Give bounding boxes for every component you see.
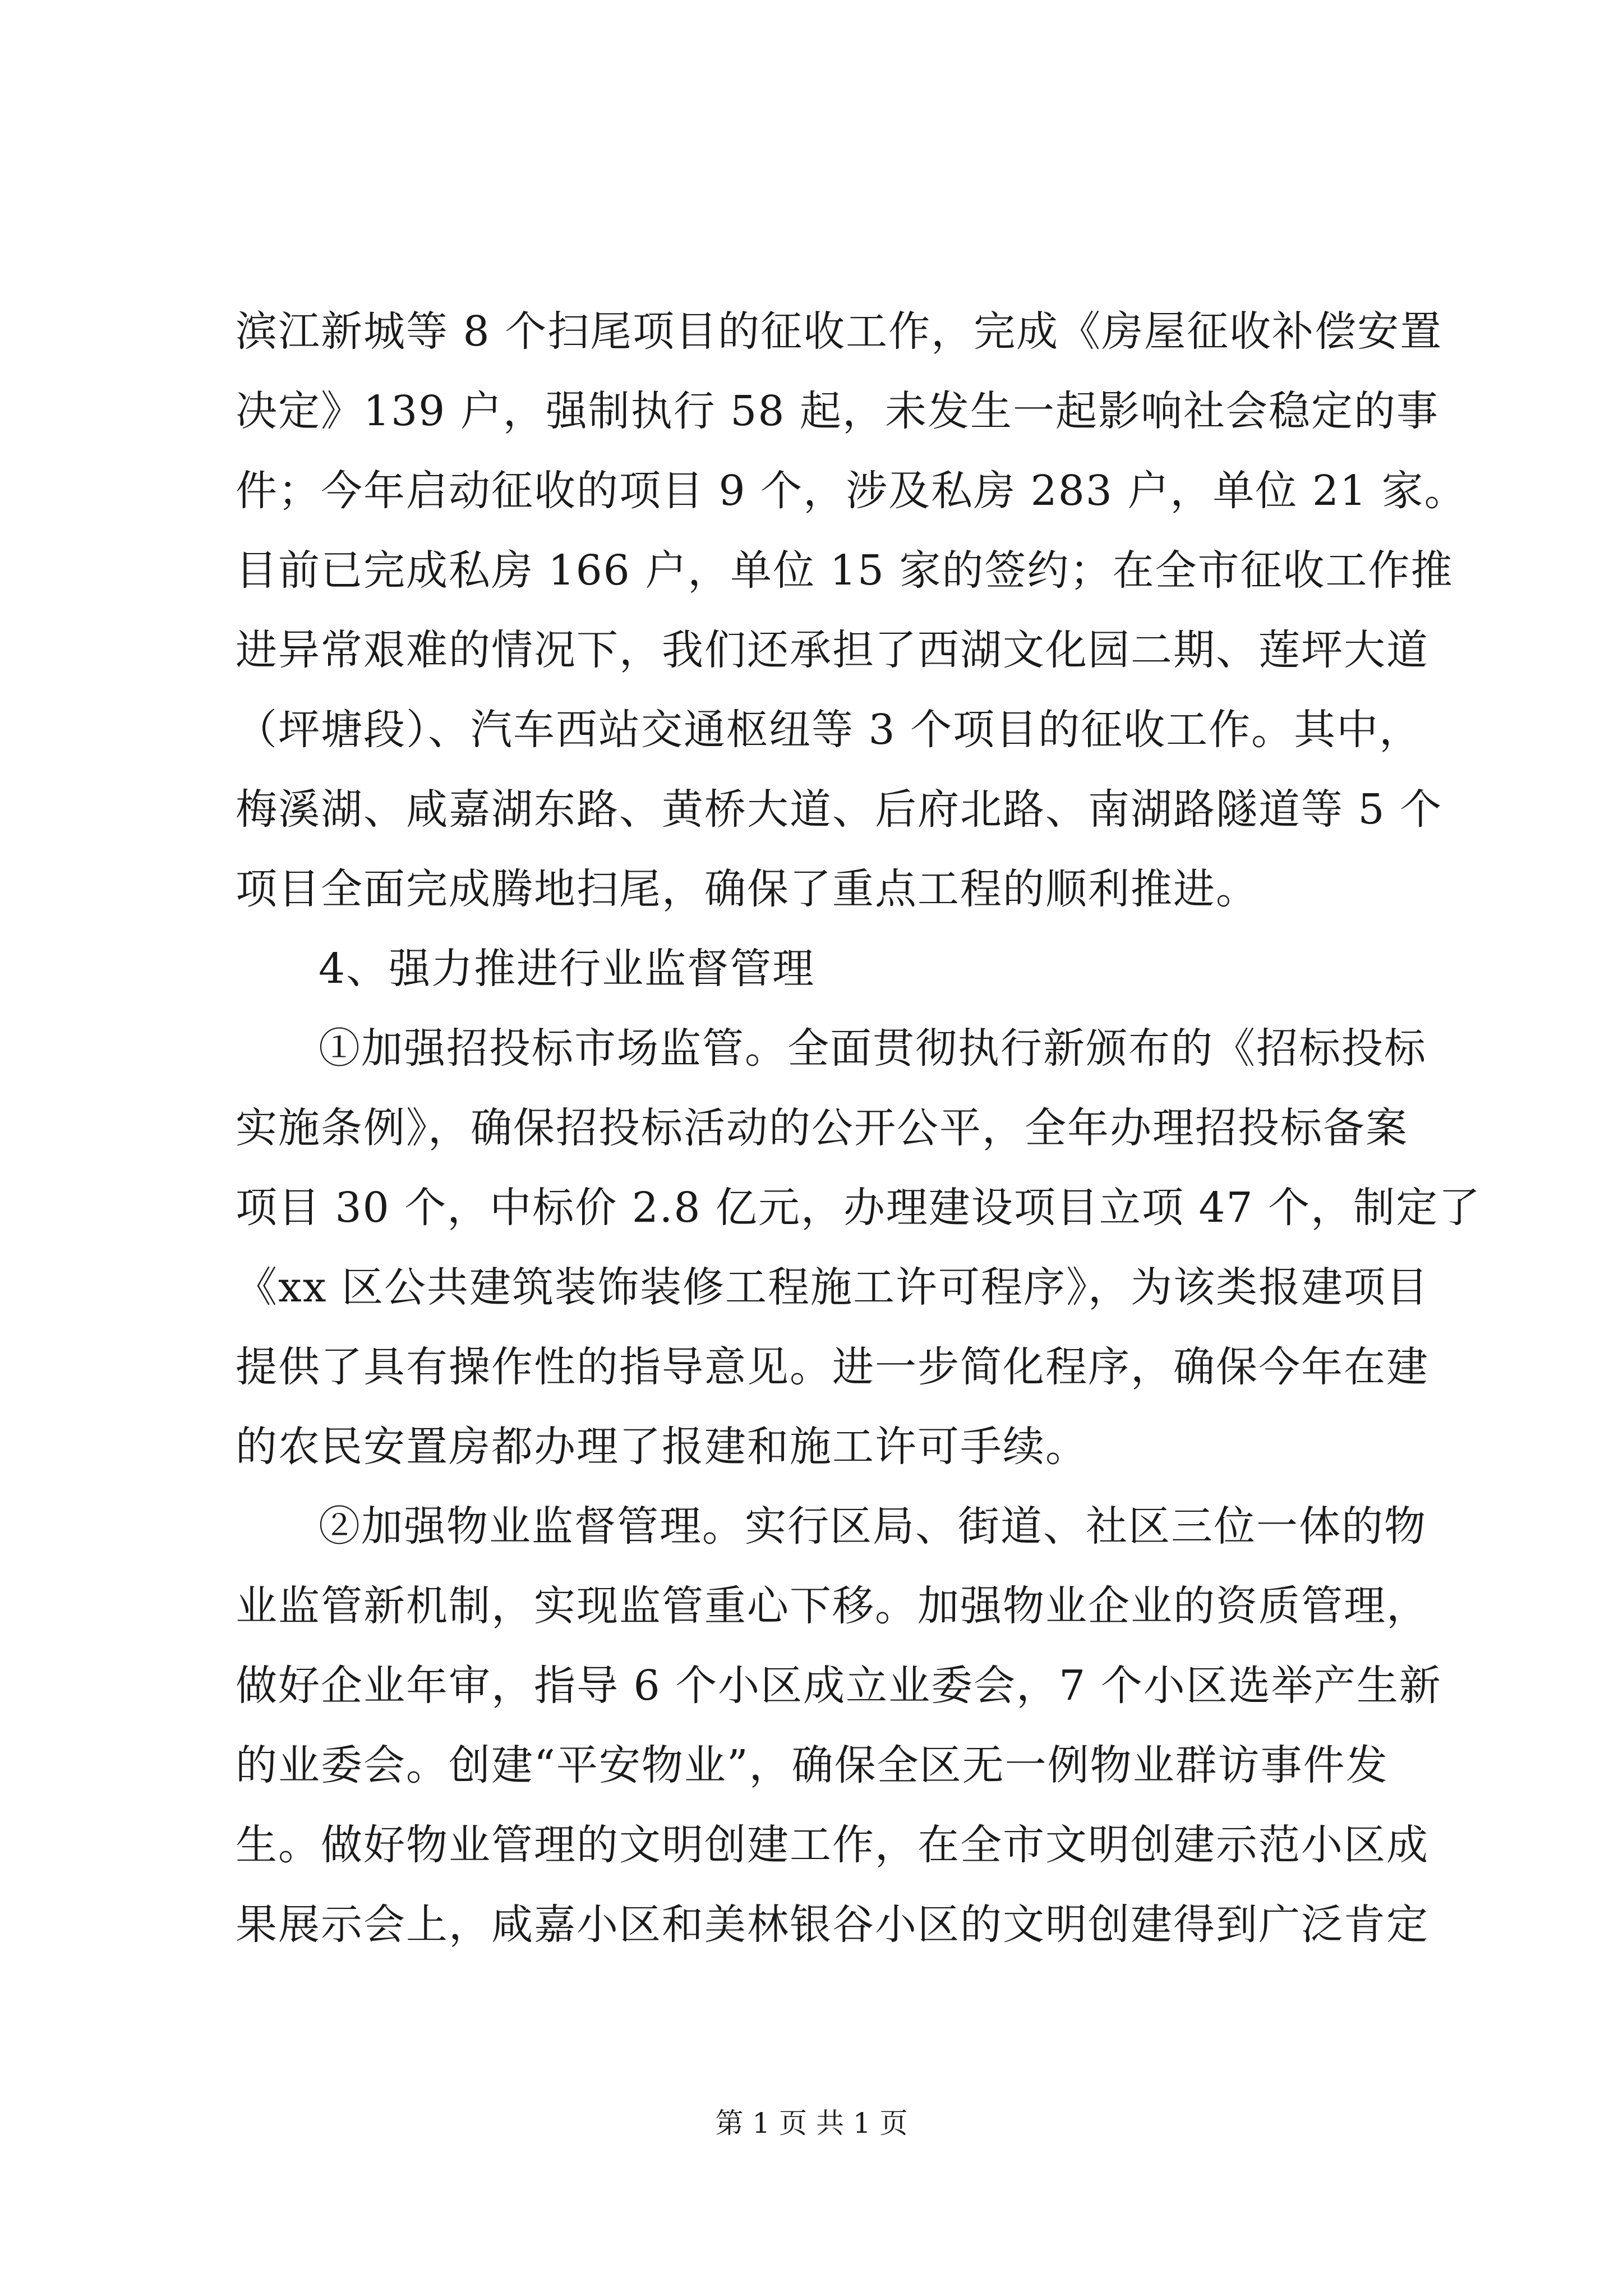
text-line: 项目全面完成腾地扫尾，确保了重点工程的顺利推进。	[236, 865, 1258, 913]
text-line: 生。做好物业管理的文明创建工作，在全市文明创建示范小区成	[236, 1821, 1429, 1869]
text-line: 决定》139 户，强制执行 58 起，未发生一起影响社会稳定的事	[236, 387, 1439, 435]
text-line: ②加强物业监督管理。实行区局、街道、社区三位一体的物	[319, 1502, 1427, 1550]
text-line: 目前已完成私房 166 户，单位 15 家的签约；在全市征收工作推	[236, 546, 1454, 595]
text-line: 做好企业年审，指导 6 个小区成立业委会，7 个小区选举产生新	[236, 1662, 1442, 1710]
text-line: 业监管新机制，实现监管重心下移。加强物业企业的资质管理，	[236, 1582, 1429, 1630]
text-line: 进异常艰难的情况下，我们还承担了西湖文化园二期、莲坪大道	[236, 626, 1429, 674]
text-line: 实施条例》，确保招投标活动的公开公平，全年办理招投标备案	[236, 1104, 1408, 1152]
text-line: 梅溪湖、咸嘉湖东路、黄桥大道、后府北路、南湖路隧道等 5 个	[236, 785, 1443, 834]
text-line: ①加强招投标市场监管。全面贯彻执行新颁布的《招标投标	[319, 1024, 1427, 1073]
text-line: 滨江新城等 8 个扫尾项目的征收工作，完成《房屋征收补偿安置	[236, 307, 1443, 356]
text-line: 提供了具有操作性的指导意见。进一步简化程序，确保今年在建	[236, 1343, 1429, 1391]
text-line: 的业委会。创建“平安物业”，确保全区无一例物业群访事件发	[236, 1741, 1389, 1789]
text-line: （坪塘段）、汽车西站交通枢纽等 3 个项目的征收工作。其中，	[236, 706, 1422, 754]
page-number-footer: 第 1 页 共 1 页	[715, 2107, 908, 2139]
text-line: 的农民安置房都办理了报建和施工许可手续。	[236, 1423, 1088, 1471]
text-line: 果展示会上，咸嘉小区和美林银谷小区的文明创建得到广泛肯定	[236, 1901, 1429, 1949]
section-heading: 4、强力推进行业监督管理	[319, 945, 815, 993]
text-line: 项目 30 个，中标价 2.8 亿元，办理建设项目立项 47 个，制定了	[236, 1184, 1482, 1232]
document-body	[236, 292, 1482, 1964]
text-line: 《xx 区公共建筑装饰装修工程施工许可程序》，为该类报建项目	[236, 1263, 1429, 1312]
text-line: 件；今年启动征收的项目 9 个，涉及私房 283 户，单位 21 家。	[236, 467, 1467, 515]
